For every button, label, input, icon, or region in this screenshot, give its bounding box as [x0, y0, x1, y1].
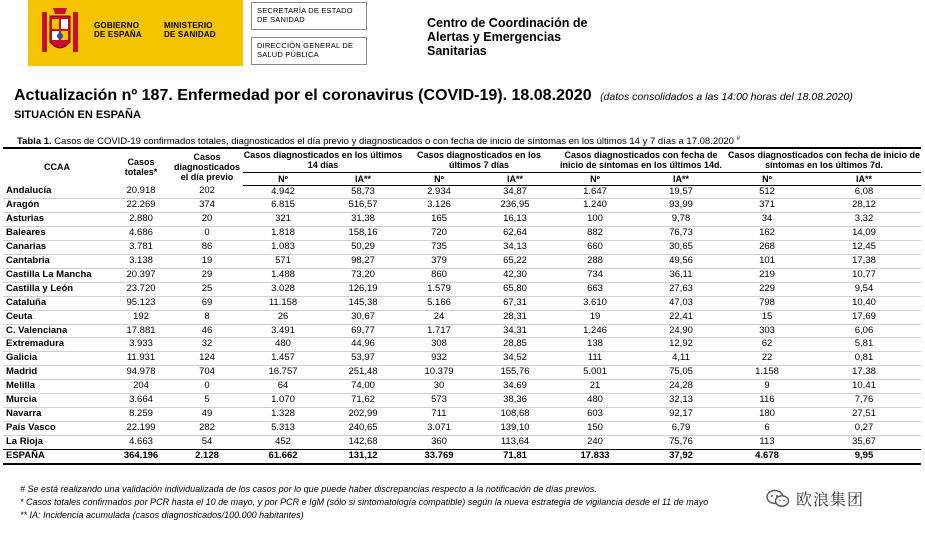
col-casos-previo: Casos diagnosticados el día previo — [171, 148, 243, 185]
table-cell: 379 — [431, 255, 447, 267]
table-cell: 10.379 — [424, 366, 454, 378]
table-cell: 116 — [759, 394, 775, 406]
table-cell: 75,05 — [669, 366, 693, 378]
col-casos-totales: Casos totales* — [111, 148, 171, 185]
ministerio-label: MINISTERIO DE SANIDAD — [164, 21, 216, 39]
direccion-box: DIRECCIÓN GENERAL DE SALUD PÚBLICA — [251, 37, 367, 65]
table-cell: 371 — [759, 199, 775, 211]
table-cell: 71,62 — [351, 394, 375, 406]
table-cell: 735 — [431, 241, 447, 253]
table-cell: 7,76 — [854, 394, 874, 406]
table-cell: 126,19 — [348, 282, 378, 294]
table-cell: 3.933 — [129, 338, 153, 350]
gobierno-logo — [28, 0, 243, 66]
total-cell: 61.662 — [243, 449, 323, 463]
table-cell: 17.881 — [126, 324, 156, 336]
col-n: Nº — [403, 172, 475, 185]
table-row — [3, 268, 921, 282]
ccaa-name: Asturias — [6, 213, 45, 225]
table-cell: 303 — [759, 324, 775, 336]
table-cell: 65,80 — [503, 282, 527, 294]
table-row — [3, 241, 921, 255]
table-cell: 11.931 — [126, 352, 156, 364]
table-cell: 480 — [275, 338, 291, 350]
table-cell: 35,67 — [852, 435, 876, 447]
table-cell: 452 — [275, 435, 291, 447]
ccaa-name: C. Valenciana — [6, 324, 68, 336]
table-cell: 64 — [277, 380, 289, 392]
table-cell: 1.070 — [271, 394, 295, 406]
table-cell: 6 — [764, 421, 770, 433]
table-cell: 17,38 — [852, 366, 876, 378]
table-cell: 30,67 — [351, 310, 375, 322]
centro-coordinacion: Centro de Coordinación de Alertas y Emergencias Sanitarias — [427, 16, 588, 58]
table-cell: 4.686 — [129, 227, 153, 239]
table-cell: 1.240 — [583, 199, 607, 211]
secretaria-box: SECRETARÍA DE ESTADO DE SANIDAD — [251, 2, 367, 30]
table-cell: 0 — [204, 380, 210, 392]
footnotes — [20, 483, 708, 522]
table-cell: 29 — [201, 268, 213, 280]
table-cell: 16,13 — [503, 213, 527, 225]
table-caption — [17, 136, 740, 147]
table-cell: 138 — [587, 338, 603, 350]
section-heading: SITUACIÓN EN ESPAÑA — [14, 109, 141, 121]
table-cell: 202,99 — [348, 408, 378, 419]
table-cell: 5.313 — [271, 421, 295, 433]
table-cell: 93,99 — [669, 199, 693, 211]
table-cell: 22.269 — [126, 199, 156, 211]
table-cell: 308 — [431, 338, 447, 350]
table-cell: 162 — [759, 227, 775, 239]
table-cell: 6,08 — [854, 185, 874, 197]
table-cell: 9 — [764, 380, 770, 392]
table-cell: 62,64 — [503, 227, 527, 239]
table-cell: 50,29 — [351, 241, 375, 253]
table-cell: 34,52 — [503, 352, 527, 364]
table-cell: 192 — [133, 310, 149, 322]
table-row — [3, 394, 921, 408]
total-cell: 33.769 — [403, 449, 475, 463]
table-cell: 34,13 — [503, 241, 527, 253]
table-cell: 3,32 — [854, 213, 874, 225]
table-cell: 734 — [587, 268, 603, 280]
table-row — [3, 310, 921, 324]
table-cell: 62 — [761, 338, 773, 350]
table-cell: 124 — [199, 352, 215, 364]
table-cell: 27,51 — [852, 408, 876, 419]
table-cell: 155,76 — [500, 366, 530, 378]
ccaa-name: Melilla — [6, 380, 36, 392]
page-title — [14, 87, 853, 105]
table-cell: 9,78 — [671, 213, 691, 225]
table-cell: 111 — [587, 352, 603, 364]
table-cell: 142,68 — [348, 435, 378, 447]
table-cell: 94.978 — [126, 366, 156, 378]
col-group-sintomas-14d: Casos diagnosticados con fecha de inicio de síntomas en los últimos 14d. — [555, 148, 727, 172]
table-cell: 1.158 — [755, 366, 779, 378]
col-ia: IA** — [635, 172, 727, 185]
table-cell: 44,96 — [351, 338, 375, 350]
table-cell: 10,41 — [852, 380, 876, 392]
watermark — [760, 485, 870, 512]
table-cell: 204 — [133, 380, 149, 392]
footnote: ** IA: Incidencia acumulada (casos diagnosticados/100.000 habitantes) — [20, 510, 304, 520]
table-cell: 20.918 — [126, 185, 156, 197]
table-row — [3, 296, 921, 310]
table-cell: 240,65 — [348, 421, 378, 433]
table-cell: 3.126 — [427, 199, 451, 211]
table-cell: 798 — [759, 296, 775, 308]
table-cell: 76,73 — [669, 227, 693, 239]
col-group-14d: Casos diagnosticados en los últimos 14 días — [243, 148, 403, 172]
ccaa-name: La Rioja — [6, 435, 43, 447]
table-cell: 6,79 — [671, 421, 691, 433]
col-ia: IA** — [475, 172, 555, 185]
table-cell: 47,03 — [669, 296, 693, 308]
table-cell: 8 — [204, 310, 210, 322]
table-row — [3, 227, 921, 241]
table-cell: 58,73 — [351, 185, 375, 197]
table-cell: 0 — [204, 227, 210, 239]
title-main: Actualización nº 187. Enfermedad por el coronavirus (COVID-19). 18.08.2020 — [14, 87, 592, 104]
table-cell: 28,12 — [852, 199, 876, 211]
table-cell: 4.663 — [129, 435, 153, 447]
table-cell: 31,38 — [351, 213, 375, 225]
table-cell: 73,20 — [351, 268, 375, 280]
table-cell: 282 — [199, 421, 215, 433]
ccaa-name: Andalucía — [6, 185, 52, 197]
table-cell: 180 — [759, 408, 775, 419]
col-ccaa: CCAA — [3, 148, 111, 185]
covid-table — [3, 147, 921, 465]
table-row — [3, 408, 921, 422]
table-cell: 24,28 — [669, 380, 693, 392]
table-cell: 98,27 — [351, 255, 375, 267]
ccaa-name: Navarra — [6, 408, 42, 419]
table-cell: 158,16 — [348, 227, 378, 239]
total-cell: 131,12 — [323, 449, 403, 463]
table-row — [3, 324, 921, 338]
caption-text: Casos de COVID-19 confirmados totales, diagnosticados el día previo y diagnosticados o con fecha de inicio de síntomas en los últimos 14 y 7 días a 17.08.2020 — [51, 136, 734, 148]
table-cell: 1.457 — [271, 352, 295, 364]
coat-of-arms-icon — [38, 6, 82, 60]
total-cell: 4.678 — [727, 449, 807, 463]
table-cell: 1.579 — [427, 282, 451, 294]
table-row — [3, 199, 921, 213]
table-cell: 22,41 — [669, 310, 693, 322]
table-cell: 30,65 — [669, 241, 693, 253]
table-cell: 219 — [759, 268, 775, 280]
ccaa-name: Galicia — [6, 352, 38, 364]
table-cell: 704 — [199, 366, 215, 378]
table-cell: 882 — [587, 227, 603, 239]
caption-label: Tabla 1. — [17, 136, 52, 148]
table-cell: 15 — [761, 310, 773, 322]
table-cell: 36,11 — [669, 268, 693, 280]
table-cell: 3.028 — [271, 282, 295, 294]
table-cell: 25 — [201, 282, 213, 294]
table-body — [3, 185, 921, 449]
table-cell: 571 — [275, 255, 291, 267]
table-cell: 860 — [431, 268, 447, 280]
table-cell: 101 — [759, 255, 775, 267]
col-n: Nº — [727, 172, 807, 185]
table-cell: 236,95 — [500, 199, 530, 211]
total-label: ESPAÑA — [3, 449, 111, 463]
table-cell: 720 — [431, 227, 447, 239]
ccaa-name: Cataluña — [6, 296, 47, 308]
table-cell: 42,30 — [503, 268, 527, 280]
table-cell: 26 — [277, 310, 289, 322]
table-cell: 10,40 — [852, 296, 876, 308]
table-cell: 288 — [587, 255, 603, 267]
table-cell: 75,76 — [669, 435, 693, 447]
table-cell: 19,57 — [669, 185, 693, 197]
table-cell: 19 — [201, 255, 213, 267]
table-cell: 516,57 — [348, 199, 378, 211]
table-cell: 0,27 — [854, 421, 874, 433]
table-cell: 3.071 — [427, 421, 451, 433]
table-cell: 12,45 — [852, 241, 876, 253]
table-cell: 14,09 — [852, 227, 876, 239]
table-cell: 1.328 — [271, 408, 295, 419]
table-cell: 86 — [201, 241, 213, 253]
total-cell: 71,81 — [475, 449, 555, 463]
table-cell: 8.259 — [129, 408, 153, 419]
table-cell: 113,64 — [500, 435, 530, 447]
table-cell: 10,77 — [852, 268, 876, 280]
table-cell: 28,85 — [503, 338, 527, 350]
table-cell: 1.818 — [271, 227, 295, 239]
table-cell: 49,56 — [669, 255, 693, 267]
table-cell: 2.880 — [129, 213, 153, 225]
table-cell: 202 — [199, 185, 215, 197]
table-cell: 20 — [201, 213, 213, 225]
table-cell: 46 — [201, 324, 213, 336]
ccaa-name: Baleares — [6, 227, 46, 239]
table-cell: 4,11 — [672, 352, 690, 364]
col-n: Nº — [555, 172, 635, 185]
table-cell: 6,06 — [854, 324, 874, 336]
table-cell: 268 — [759, 241, 775, 253]
table-cell: 22.199 — [126, 421, 156, 433]
col-group-7d: Casos diagnosticados en los últimos 7 días — [403, 148, 555, 172]
ccaa-name: Canarias — [6, 241, 47, 253]
table-cell: 5 — [204, 394, 210, 406]
table-cell: 17,38 — [852, 255, 876, 267]
total-cell: 9,95 — [807, 449, 921, 463]
col-n: Nº — [243, 172, 323, 185]
table-cell: 32,13 — [669, 394, 693, 406]
table-cell: 30 — [433, 380, 445, 392]
wechat-icon — [766, 489, 790, 509]
table-cell: 229 — [759, 282, 775, 294]
ccaa-name: Madrid — [6, 366, 38, 378]
table-cell: 139,10 — [500, 421, 530, 433]
table-row — [3, 255, 921, 269]
table-cell: 95.123 — [126, 296, 156, 308]
table-row — [3, 421, 921, 435]
table-row — [3, 352, 921, 366]
total-cell: 364.196 — [111, 449, 171, 463]
table-cell: 3.781 — [129, 241, 153, 253]
table-cell: 3.610 — [583, 296, 607, 308]
table-cell: 251,48 — [348, 366, 378, 378]
table-cell: 3.491 — [271, 324, 295, 336]
table-cell: 24,90 — [669, 324, 693, 336]
table-cell: 65,22 — [503, 255, 527, 267]
table-cell: 6.815 — [271, 199, 295, 211]
table-cell: 2.934 — [427, 185, 451, 197]
table-cell: 573 — [431, 394, 447, 406]
title-note: (datos consolidados a las 14:00 horas del 18.08.2020) — [600, 91, 853, 103]
table-cell: 92,17 — [669, 408, 693, 419]
table-cell: 1.083 — [271, 241, 295, 253]
table-cell: 34,69 — [503, 380, 527, 392]
table-cell: 480 — [587, 394, 603, 406]
table-row — [3, 435, 921, 449]
table-cell: 165 — [431, 213, 447, 225]
ccaa-name: Castilla La Mancha — [6, 268, 92, 280]
table-cell: 34,87 — [503, 185, 527, 197]
table-cell: 321 — [275, 213, 291, 225]
table-cell: 69 — [201, 296, 213, 308]
col-group-sintomas-7d: Casos diagnosticados con fecha de inicio de síntomas en los últimos 7d. — [727, 148, 921, 172]
table-cell: 3.664 — [129, 394, 153, 406]
table-cell: 145,38 — [348, 296, 378, 308]
ccaa-name: Murcia — [6, 394, 37, 406]
caption-sup: # — [736, 136, 740, 142]
table-cell: 360 — [431, 435, 447, 447]
ccaa-name: Ceuta — [6, 310, 33, 322]
table-cell: 512 — [759, 185, 775, 197]
table-cell: 23.720 — [126, 282, 156, 294]
table-row — [3, 185, 921, 199]
table-cell: 1.246 — [583, 324, 607, 336]
table-cell: 603 — [587, 408, 603, 419]
ccaa-name: País Vasco — [6, 421, 56, 433]
col-ia: IA** — [323, 172, 403, 185]
table-cell: 17,69 — [852, 310, 876, 322]
col-ia: IA** — [807, 172, 921, 185]
table-cell: 5,81 — [854, 338, 874, 350]
table-cell: 21 — [589, 380, 601, 392]
table-cell: 660 — [587, 241, 603, 253]
table-cell: 5.166 — [427, 296, 451, 308]
table-row — [3, 366, 921, 380]
table-cell: 28,31 — [503, 310, 527, 322]
table-cell: 38,36 — [503, 394, 527, 406]
table-row — [3, 282, 921, 296]
table-cell: 374 — [199, 199, 215, 211]
table-cell: 20.397 — [126, 268, 156, 280]
table-cell: 27,63 — [669, 282, 693, 294]
table-cell: 1.647 — [583, 185, 607, 197]
table-cell: 22 — [761, 352, 773, 364]
table-cell: 240 — [587, 435, 603, 447]
table-cell: 100 — [587, 213, 603, 225]
table-cell: 16.757 — [268, 366, 298, 378]
table-cell: 0,81 — [854, 352, 874, 364]
table-cell: 32 — [201, 338, 213, 350]
table-cell: 54 — [201, 435, 213, 447]
ccaa-name: Castilla y León — [6, 282, 74, 294]
footnote: # Se está realizando una validación individualizada de los casos por lo que puede haber discrepancias respecto a la notificación de días previos. — [20, 484, 597, 494]
total-cell: 2.128 — [171, 449, 243, 463]
table-cell: 1.488 — [271, 268, 295, 280]
table-cell: 5.001 — [583, 366, 607, 378]
table-cell: 4.942 — [271, 185, 295, 197]
table-cell: 11.158 — [268, 296, 298, 308]
ccaa-name: Cantabria — [6, 255, 50, 267]
watermark-text: 欧浪集团 — [796, 492, 865, 509]
ccaa-name: Aragón — [6, 199, 40, 211]
table-cell: 34 — [761, 213, 773, 225]
table-cell: 69,77 — [351, 324, 375, 336]
footnote: * Casos totales confirmados por PCR hasta el 10 de mayo, y por PCR e IgM (sólo si sintomatología compatible) según la nueva estrategia de vigilancia desde el 11 de mayo — [20, 497, 709, 507]
table-cell: 49 — [201, 408, 213, 419]
gobierno-label: GOBIERNO DE ESPAÑA — [94, 21, 142, 39]
table-cell: 34,31 — [503, 324, 527, 336]
table-cell: 74,00 — [351, 380, 375, 392]
table-cell: 19 — [589, 310, 601, 322]
total-cell: 37,92 — [635, 449, 727, 463]
table-cell: 711 — [431, 408, 447, 419]
table-cell: 9,54 — [854, 282, 874, 294]
table-cell: 108,68 — [500, 408, 530, 419]
table-cell: 1.717 — [427, 324, 451, 336]
ccaa-name: Extremadura — [6, 338, 65, 350]
table-row — [3, 213, 921, 227]
table-cell: 67,31 — [503, 296, 527, 308]
table-cell: 53,97 — [351, 352, 375, 364]
table-cell: 3.138 — [129, 255, 153, 267]
table-cell: 24 — [433, 310, 445, 322]
table-cell: 663 — [587, 282, 603, 294]
table-cell: 150 — [587, 421, 603, 433]
table-cell: 932 — [431, 352, 447, 364]
table-row — [3, 338, 921, 352]
table-cell: 113 — [759, 435, 775, 447]
total-row — [3, 449, 921, 463]
table-cell: 12,92 — [669, 338, 693, 350]
total-cell: 17.833 — [555, 449, 635, 463]
table-row — [3, 380, 921, 394]
